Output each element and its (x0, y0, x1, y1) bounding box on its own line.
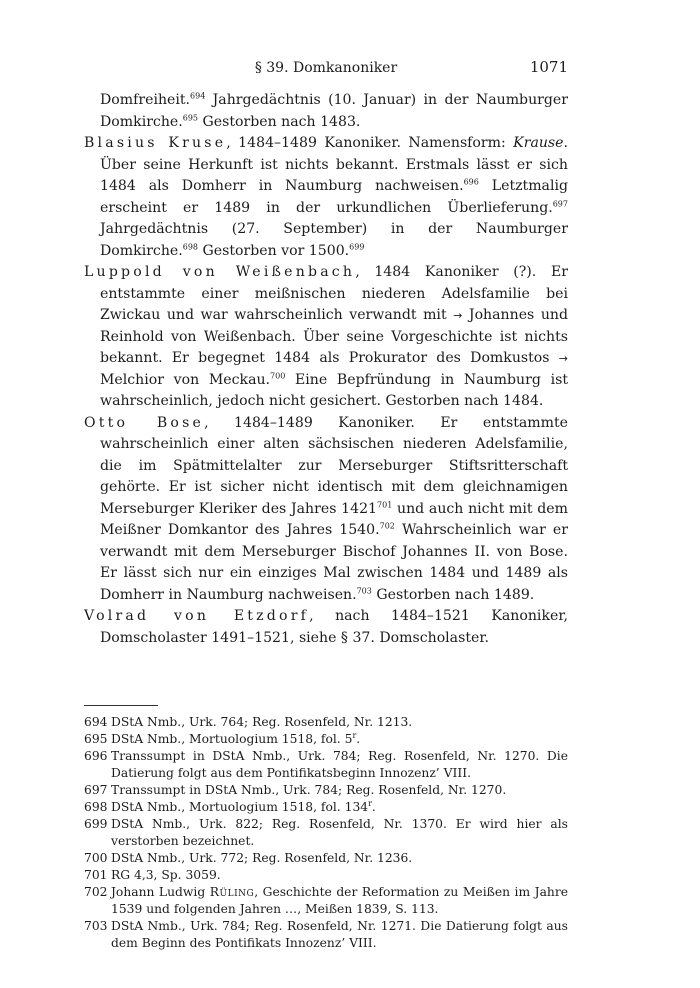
entry-volrad-von-etzdorf: Volrad von Etzdorf, nach 1484–1521 Kanoniker, Domscholaster 1491–1521, siehe § 37. Domscholaster. (84, 608, 568, 646)
footnote: 695 DStA Nmb., Mortuologium 1518, fol. 5$^r$. (84, 730, 361, 746)
footnote-ref[interactable]: 697 (552, 198, 568, 208)
entry-blasius-kruse: Blasius Kruse, 1484–1489 Kanoniker. Namensform: Krause. Über seine Herkunft ist nichts bekannt. Erstmals lässt er sich 1484 als Domherr in Naumburg nachweisen.$^{696}$ Letztmalig erscheint er 1489 in der urkundlichen Überlieferung.$^{697}$ Jahrgedächtnis (27. September) in der Naumburger Domkirche.$^{698}$ Gestorben vor 1500.$^{699}$ (84, 135, 568, 259)
footnote-divider (84, 705, 158, 706)
footnote-ref[interactable]: 694 (190, 91, 206, 101)
running-head (84, 58, 568, 80)
footnote-number: 703 (84, 919, 108, 933)
footnote: 702 Johann Ludwig Rüling, Geschichte der Reformation zu Meißen im Jahre 1539 und folgenden Jahren …, Meißen 1839, S. 113. (84, 885, 569, 916)
page-number: 1071 (529, 58, 568, 76)
footnote-number: 696 (84, 749, 108, 763)
footnote-number: 701 (84, 868, 108, 882)
footnote: 701 RG 4,3, Sp. 3059. (84, 868, 221, 882)
footnote-number: 702 (84, 885, 108, 899)
footnote-ref[interactable]: 699 (349, 241, 365, 251)
footnote-ref[interactable]: 696 (463, 177, 479, 187)
entry-otto-bose: Otto Bose, 1484–1489 Kanoniker. Er entstammte wahrscheinlich einer alten sächsischen niederen Adelsfamilie, die im Spätmittelalter zur Merseburger Stiftsritterschaft gehörte. Er ist sicher nicht identisch mit dem gleichnamigen Merseburger Kleriker des Jahres 1421$^{701}$ und auch nicht mit dem Meißner Domkantor des Jahres 1540.$^{702}$ Wahrscheinlich war er verwandt mit dem Merseburger Bischof Johannes II. von Bose. Er lässt sich nur ein einziges Mal zwischen 1484 und 1489 als Domherr in Naumburg nachweisen.$^{703}$ Gestorben nach 1489. (84, 414, 568, 603)
footnote-number: 700 (84, 851, 108, 865)
person-name: Volrad von Etzdorf (84, 608, 310, 624)
main-text (84, 90, 568, 649)
footnote: 700 DStA Nmb., Urk. 772; Reg. Rosenfeld, Nr. 1236. (84, 851, 413, 865)
footnote: 696 Transsumpt in DStA Nmb., Urk. 784; Reg. Rosenfeld, Nr. 1270. Die Datierung folgt aus dem Pontifikatsbeginn Innozenz’ VIII. (84, 749, 568, 780)
author-name: Rüling (209, 885, 255, 899)
footnote-number: 699 (84, 817, 108, 831)
footnote-ref[interactable]: 700 (270, 370, 286, 380)
footnote-ref[interactable]: 702 (379, 521, 395, 531)
footnote-number: 695 (84, 732, 108, 746)
footnote: 694 DStA Nmb., Urk. 764; Reg. Rosenfeld, Nr. 1213. (84, 715, 413, 729)
entry-luppold-von-weissenbach: Luppold von Weißenbach, 1484 Kanoniker (?). Er entstammte einer meißnischen niederen Adelsfamilie bei Zwickau und war wahrscheinlich verwandt mit → Johannes und Reinhold von Weißenbach. Über seine Vorgeschichte ist nichts bekannt. Er begegnet 1484 als Prokurator des Domkustos → Melchior von Meckau.$^{700}$ Eine Bepfründung in Naumburg ist wahrscheinlich, jedoch nicht gesichert. Gestorben nach 1484. (84, 264, 568, 409)
footnotes (84, 714, 568, 952)
continued-paragraph: Domfreiheit.$^{694}$ Jahrgedächtnis (10. Januar) in der Naumburger Domkirche.$^{695}$ Gestorben nach 1483. (100, 91, 568, 130)
footnote-number: 694 (84, 715, 108, 729)
running-title: § 39. Domkanoniker (254, 60, 398, 76)
footnote-ref[interactable]: 695 (182, 112, 199, 122)
person-name: Otto Bose (84, 414, 205, 431)
footnote-ref[interactable]: 703 (356, 585, 372, 595)
footnote-ref[interactable]: 698 (182, 241, 199, 251)
cross-reference-arrow-icon: → (453, 309, 463, 322)
footnote-number: 698 (84, 800, 108, 814)
book-page (84, 58, 568, 952)
footnote: 699 DStA Nmb., Urk. 822; Reg. Rosenfeld, Nr. 1370. Er wird hier als verstorben bezeichnet. (84, 817, 568, 848)
person-name: Blasius Kruse (84, 135, 227, 151)
cross-reference-arrow-icon: → (558, 352, 568, 365)
footnote-ref[interactable]: 701 (377, 499, 393, 509)
footnote-number: 697 (84, 783, 108, 797)
footnote: 697 Transsumpt in DStA Nmb., Urk. 784; Reg. Rosenfeld, Nr. 1270. (84, 783, 507, 797)
footnote: 703 DStA Nmb., Urk. 784; Reg. Rosenfeld, Nr. 1271. Die Datierung folgt aus dem Beginn des Pontifikats Innozenz’ VIII. (84, 919, 568, 950)
person-name: Luppold von Weißenbach (84, 264, 356, 280)
footnote: 698 DStA Nmb., Mortuologium 1518, fol. 134$^r$. (84, 798, 376, 814)
